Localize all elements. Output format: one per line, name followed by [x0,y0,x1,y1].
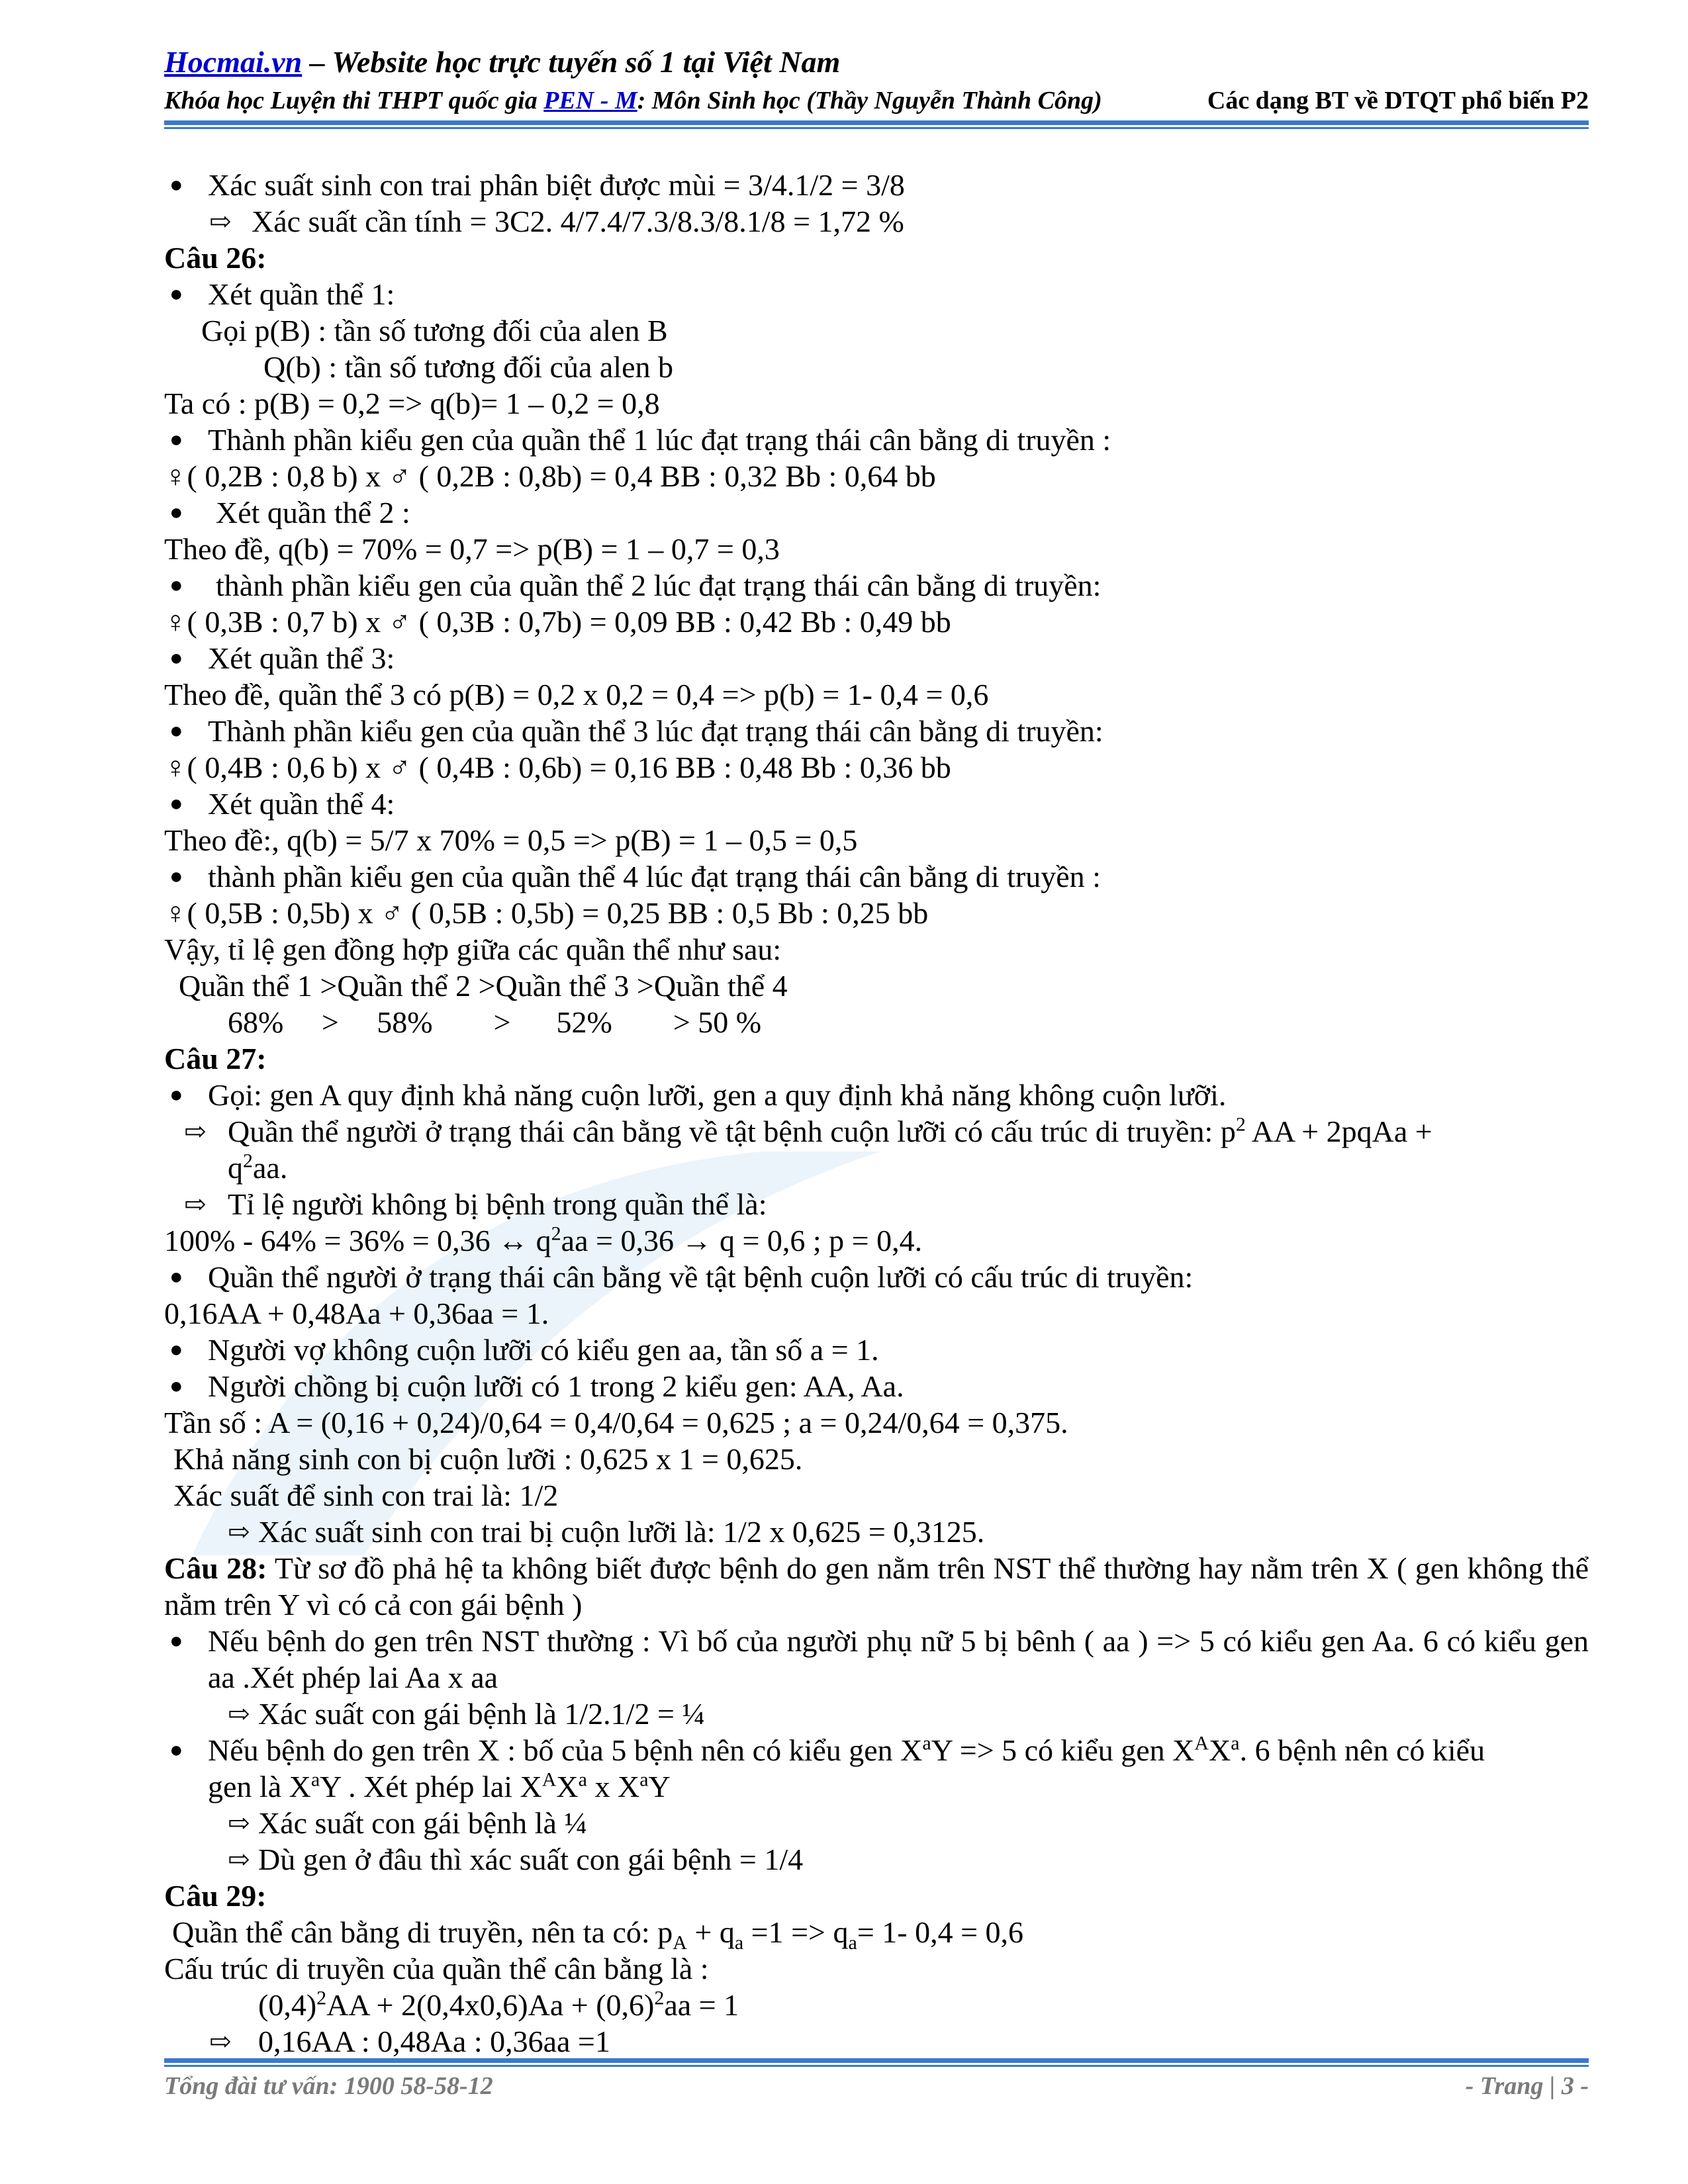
course-suffix: : Môn Sinh học (Thầy Nguyễn Thành Công) [637,87,1102,114]
text-line: ♀( 0,4B : 0,6 b) x ♂ ( 0,4B : 0,6b) = 0,16 BB : 0,48 Bb : 0,36 bb [164,751,951,784]
list-item: ● Nếu bệnh do gen trên X : bố của 5 bệnh nên có kiểu gen $X^aY => 5$ có kiểu gen $X^AX^a$. 6 bệnh nên có kiểu [169,1732,1485,1767]
bullet-icon: ● [169,864,183,889]
bullet-icon: ● [169,1738,183,1762]
list-item: ● Thành phần kiểu gen của quần thể 1 lúc đạt trạng thái cân bằng di truyền : [169,423,1111,457]
bullet-icon: ● [169,646,183,670]
list-item: ● Xét quần thể 3: [169,641,395,675]
list-item: ● thành phần kiểu gen của quần thể 4 lúc đạt trạng thái cân bằng di truyền : [169,860,1101,893]
arrow-icon: ⇨ [228,1517,250,1547]
header-line-1 [164,42,1589,82]
list-item: ⇨ Xác suất cần tính = 3C2. 4/7.4/7.3/8.3/8.1/8 = 1,72 % [209,205,904,238]
list-item: ● Xét quần thể 4: [169,787,395,821]
page-header [164,42,1589,119]
arrow-icon: ⇨ [228,1699,250,1729]
site-link[interactable]: Hocmai.vn [164,45,303,79]
list-item: ⇨ Xác suất con gái bệnh là 1/2.1/2 = ¼ [228,1697,705,1731]
page-number: - Trang | 3 - [1465,2072,1589,2100]
bullet-icon: ● [169,1265,183,1289]
bullet-icon: ● [169,1374,183,1398]
hotline-text: Tổng đài tư vấn: 1900 58-58-12 [164,2072,493,2100]
text-line: Vậy, tỉ lệ gen đồng hợp giữa các quần thể như sau: [164,933,782,966]
text-line: Quần thể 1 >Quần thể 2 >Quần thể 3 >Quần thể 4 [179,969,788,1003]
bullet-icon: ● [169,500,183,525]
list-item: ● Thành phần kiểu gen của quần thể 3 lúc đạt trạng thái cân bằng di truyền: [169,714,1103,748]
list-item: ● Gọi: gen A quy định khả năng cuộn lưỡi, gen a quy định khả năng không cuộn lưỡi. [169,1078,1227,1112]
text-line: Q(b) : tần số tương đối của alen b [263,350,674,384]
bullet-icon: ● [169,719,183,743]
footer-rule [164,2058,1589,2063]
list-item: ⇨ Xác suất con gái bệnh là ¼ [228,1806,587,1840]
list-item: ● Người chồng bị cuộn lưỡi có 1 trong 2 kiểu gen: AA, Aa. [169,1369,904,1403]
text-line: ♀( 0,2B : 0,8 b) x ♂ ( 0,2B : 0,8b) = 0,4 BB : 0,32 Bb : 0,64 bb [164,459,936,493]
text-line: Theo đề, quần thể 3 có p(B) = 0,2 x 0,2 = 0,4 => p(b) = 1- 0,4 = 0,6 [164,678,989,711]
question-heading: Câu 26: [164,241,267,275]
list-item: ⇨ Quần thể người ở trạng thái cân bằng về tật bệnh cuộn lưỡi có cấu trúc di truyền: $p^2$ AA + 2pqAa + [184,1113,1432,1148]
header-line-2 [164,82,1589,119]
arrow-icon: ⇨ [184,1189,207,1219]
list-item: ● thành phần kiểu gen của quần thể 2 lúc đạt trạng thái cân bằng di truyền: [169,569,1102,602]
header-rule-thin [164,127,1589,129]
text-line: Quần thể cân bằng di truyền, nên ta có: $p_A + q_a =1 => q_a= 1-$ 0,4 = 0,6 [172,1915,1024,1954]
page-footer [164,2071,1589,2111]
text-line: Khả năng sinh con bị cuộn lưỡi : 0,625 x 1 = 0,625. [173,1442,803,1476]
text-line: 0,16AA + 0,48Aa + 0,36aa = 1. [164,1297,549,1330]
bullet-icon: ● [169,282,183,306]
bullet-icon: ● [169,792,183,816]
list-item: ● Xét quần thể 2 : [169,496,410,529]
footer-rule-thin [164,2065,1589,2067]
arrow-icon: ⇨ [209,2026,232,2056]
list-item: ⇨ Tỉ lệ người không bị bệnh trong quần thể là: [184,1187,767,1221]
arrow-icon: ⇨ [209,206,232,236]
arrow-icon: ⇨ [184,1116,207,1146]
text-line: Xác suất để sinh con trai là: 1/2 [173,1479,559,1512]
document-body [164,167,1589,2060]
text-line: 100% - 64% = 36% = 0,36 ↔ $q^2aa = 0,36 \to q = 0,6$ ; p = 0,4. [164,1222,923,1257]
list-item: ● Quần thể người ở trạng thái cân bằng về tật bệnh cuộn lưỡi có cấu trúc di truyền: [169,1260,1194,1294]
text-line: 68% > 58% > 52% > 50 % [228,1005,762,1039]
text-line: Ta có : p(B) = 0,2 => q(b)= 1 – 0,2 = 0,8 [164,387,660,420]
arrow-icon: ⇨ [228,1808,250,1838]
text-line: Gọi p(B) : tần số tương đối của alen B [201,314,668,347]
list-item: ⇨ 0,16AA : 0,48Aa : 0,36aa =1 [209,2025,610,2058]
list-item: ● Người vợ không cuộn lưỡi có kiểu gen aa, tần số a = 1. [169,1333,879,1367]
list-item: ● Xác suất sinh con trai phân biệt được mùi = 3/4.1/2 = 3/8 [169,168,905,202]
list-item: ⇨ Dù gen ở đâu thì xác suất con gái bệnh = 1/4 [228,1843,804,1876]
course-prefix: Khóa học Luyện thi THPT quốc gia [164,87,544,114]
text-line: Tần số : A = (0,16 + 0,24)/0,64 = 0,4/0,64 = 0,625 ; a = 0,24/0,64 = 0,375. [164,1406,1068,1439]
text-line: ♀( 0,5B : 0,5b) x ♂ ( 0,5B : 0,5b) = 0,25 BB : 0,5 Bb : 0,25 bb [164,896,929,930]
list-item: ● Xét quần thể 1: [169,277,395,311]
header-rule [164,120,1589,125]
bullet-icon: ● [169,173,183,197]
course-link[interactable]: PEN - M [543,87,637,114]
question-heading: Câu 28: [164,1551,267,1585]
bullet-icon: ● [169,573,183,598]
text-line: Cấu trúc di truyền của quần thể cân bằng là : [164,1952,709,1985]
text-line: Theo đề:, q(b) = 5/7 x 70% = 0,5 => p(B) = 1 – 0,5 = 0,5 [164,823,858,857]
arrow-icon: ⇨ [228,1844,250,1874]
text-line: Theo đề, q(b) = 70% = 0,7 => p(B) = 1 – 0,7 = 0,3 [164,532,780,566]
text-line: ♀( 0,3B : 0,7 b) x ♂ ( 0,3B : 0,7b) = 0,09 BB : 0,42 Bb : 0,49 bb [164,605,951,639]
list-item: ⇨ Xác suất sinh con trai bị cuộn lưỡi là: 1/2 x 0,625 = 0,3125. [228,1515,985,1549]
topic-title: Các dạng BT về DTQT phổ biến P2 [1207,87,1589,114]
paragraph: Câu 28: Từ sơ đồ phả hệ ta không biết được bệnh do gen nằm trên NST thể thường hay nằm trên X ( gen không thể nằm trên Y vì có cả con gái bệnh ) [164,1551,1589,1621]
bullet-icon: ● [169,428,183,452]
bullet-icon: ● [169,1629,183,1653]
text-line: gen là $X^aY$ . Xét phép lai $X^AX^a$ x $X^aY$ [208,1768,671,1803]
text-line: $(0,4)^2AA + 2(0,4x0,6)Aa + (0,6)^2aa = 1$ [258,1987,739,2022]
bullet-icon: ● [169,1338,183,1362]
question-heading: Câu 29: [164,1879,267,1913]
bullet-icon: ● [169,1083,183,1107]
text-line: $q^2aa$. [228,1150,288,1185]
site-tagline: – Website học trực tuyến số 1 tại Việt Nam [302,45,841,79]
question-heading: Câu 27: [164,1042,267,1075]
list-item: ● Nếu bệnh do gen trên NST thường : Vì bố của người phụ nữ 5 bị bênh ( aa ) => 5 có kiểu gen Aa. 6 có kiểu gen aa .Xét phép lai Aa x aa [169,1624,1589,1694]
